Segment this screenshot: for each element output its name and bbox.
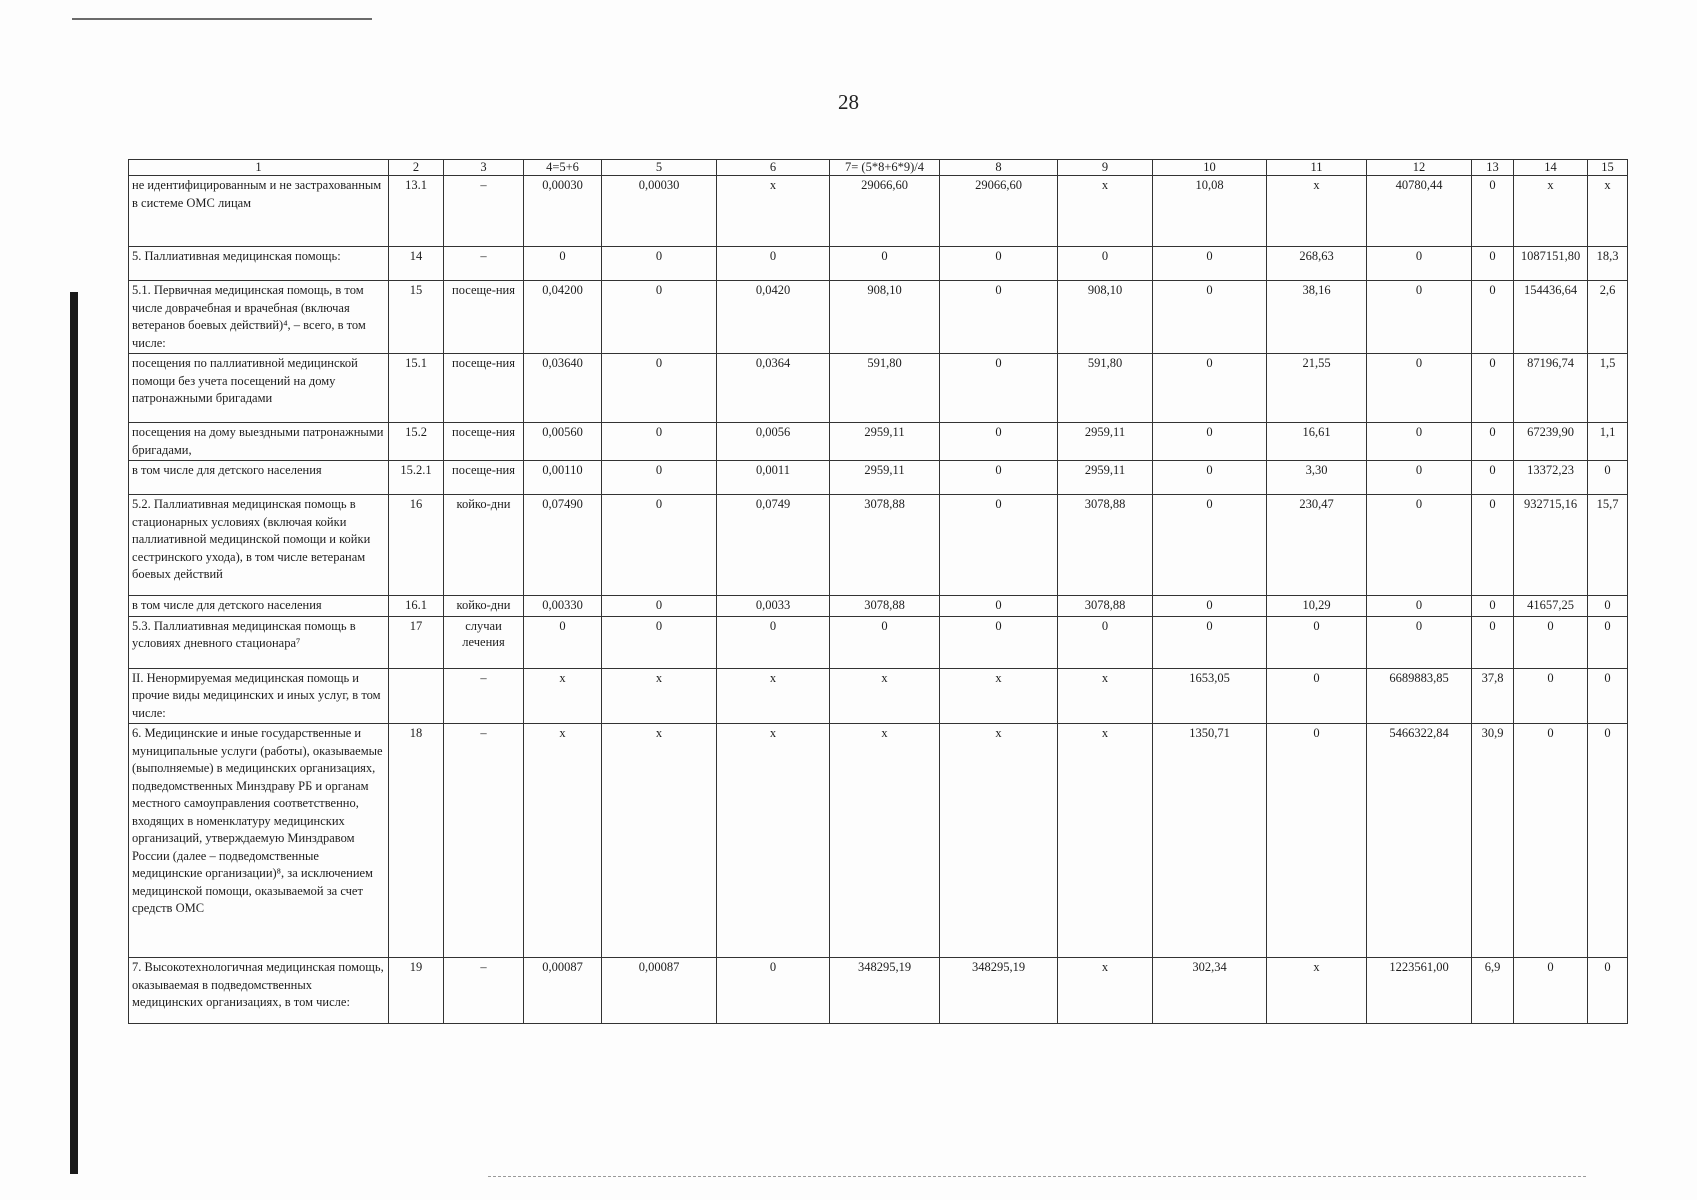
column-number-cell: 1: [129, 160, 389, 176]
row-number-cell: 16.1: [389, 596, 444, 617]
table-row: [129, 616, 1628, 668]
value-cell: 1653,05: [1153, 668, 1267, 724]
value-cell: х: [717, 176, 830, 247]
table-row: [129, 724, 1628, 958]
value-cell: х: [940, 668, 1058, 724]
column-number-cell: 15: [1588, 160, 1628, 176]
row-label-cell: 5.3. Паллиативная медицинская помощь в условиях дневного стационара⁷: [129, 616, 389, 668]
value-cell: 0: [1153, 247, 1267, 281]
row-label-cell: 7. Высокотехнологичная медицинская помощь, оказываемая в подведомственных медицинских организациях, в том числе:: [129, 958, 389, 1024]
unit-cell: посеще-ния: [444, 423, 524, 461]
column-number-cell: 3: [444, 160, 524, 176]
unit-cell: –: [444, 958, 524, 1024]
row-number-cell: [389, 668, 444, 724]
column-number-cell: 6: [717, 160, 830, 176]
value-cell: 0: [524, 616, 602, 668]
table-row: [129, 176, 1628, 247]
value-cell: х: [1058, 724, 1153, 958]
value-cell: 41657,25: [1514, 596, 1588, 617]
unit-cell: –: [444, 176, 524, 247]
value-cell: 0: [1267, 616, 1367, 668]
unit-cell: –: [444, 724, 524, 958]
value-cell: х: [717, 668, 830, 724]
value-cell: х: [717, 724, 830, 958]
value-cell: 0: [1472, 423, 1514, 461]
value-cell: х: [602, 668, 717, 724]
value-cell: 0,00030: [602, 176, 717, 247]
row-number-cell: 17: [389, 616, 444, 668]
value-cell: 0: [1514, 724, 1588, 958]
value-cell: х: [524, 668, 602, 724]
unit-cell: случаи лечения: [444, 616, 524, 668]
value-cell: 0,0364: [717, 354, 830, 423]
value-cell: 0: [1267, 724, 1367, 958]
value-cell: х: [830, 724, 940, 958]
row-number-cell: 15.2: [389, 423, 444, 461]
value-cell: х: [1058, 668, 1153, 724]
value-cell: 0: [940, 461, 1058, 495]
value-cell: 87196,74: [1514, 354, 1588, 423]
value-cell: 0,00030: [524, 176, 602, 247]
column-number-cell: 12: [1367, 160, 1472, 176]
value-cell: 40780,44: [1367, 176, 1472, 247]
value-cell: 0: [1367, 495, 1472, 596]
value-cell: х: [1058, 176, 1153, 247]
value-cell: 10,29: [1267, 596, 1367, 617]
value-cell: 0,04200: [524, 281, 602, 354]
value-cell: 268,63: [1267, 247, 1367, 281]
value-cell: 1,1: [1588, 423, 1628, 461]
value-cell: 154436,64: [1514, 281, 1588, 354]
value-cell: 0: [524, 247, 602, 281]
row-number-cell: 16: [389, 495, 444, 596]
unit-cell: койко-дни: [444, 596, 524, 617]
table-row: [129, 247, 1628, 281]
value-cell: 0: [717, 616, 830, 668]
value-cell: 0: [602, 495, 717, 596]
value-cell: х: [830, 668, 940, 724]
value-cell: 0: [1367, 596, 1472, 617]
table-row: [129, 668, 1628, 724]
row-number-cell: 15.2.1: [389, 461, 444, 495]
table-row: [129, 354, 1628, 423]
value-cell: 0,00110: [524, 461, 602, 495]
row-number-cell: 15.1: [389, 354, 444, 423]
value-cell: 0: [602, 281, 717, 354]
value-cell: 3078,88: [1058, 495, 1153, 596]
value-cell: 0: [1514, 668, 1588, 724]
column-number-cell: 13: [1472, 160, 1514, 176]
value-cell: 0: [940, 247, 1058, 281]
value-cell: 591,80: [830, 354, 940, 423]
unit-cell: –: [444, 668, 524, 724]
top-rule-divider: [72, 18, 372, 20]
row-label-cell: в том числе для детского населения: [129, 461, 389, 495]
value-cell: 0: [1367, 281, 1472, 354]
table-row: [129, 958, 1628, 1024]
value-cell: 1223561,00: [1367, 958, 1472, 1024]
value-cell: 29066,60: [830, 176, 940, 247]
table-row: [129, 495, 1628, 596]
value-cell: 2959,11: [1058, 461, 1153, 495]
value-cell: 0: [940, 423, 1058, 461]
column-number-cell: 4=5+6: [524, 160, 602, 176]
value-cell: 21,55: [1267, 354, 1367, 423]
value-cell: 0: [602, 596, 717, 617]
value-cell: 2959,11: [1058, 423, 1153, 461]
row-label-cell: 5. Паллиативная медицинская помощь:: [129, 247, 389, 281]
unit-cell: посеще-ния: [444, 461, 524, 495]
value-cell: 0: [1472, 247, 1514, 281]
value-cell: 0: [602, 423, 717, 461]
value-cell: 5466322,84: [1367, 724, 1472, 958]
value-cell: 0: [602, 616, 717, 668]
value-cell: 0: [1472, 596, 1514, 617]
value-cell: 0,03640: [524, 354, 602, 423]
row-label-cell: II. Ненормируемая медицинская помощь и прочие виды медицинских и иных услуг, в том числе:: [129, 668, 389, 724]
row-number-cell: 13.1: [389, 176, 444, 247]
value-cell: 0: [1472, 461, 1514, 495]
value-cell: 29066,60: [940, 176, 1058, 247]
binding-edge-mark: [70, 292, 78, 1174]
value-cell: 0: [1472, 281, 1514, 354]
value-cell: 0: [940, 281, 1058, 354]
value-cell: 302,34: [1153, 958, 1267, 1024]
value-cell: х: [602, 724, 717, 958]
value-cell: 67239,90: [1514, 423, 1588, 461]
value-cell: 0: [1472, 616, 1514, 668]
value-cell: 0: [1588, 616, 1628, 668]
tariff-table: [128, 159, 1628, 1024]
table-row: [129, 461, 1628, 495]
value-cell: 0: [1153, 495, 1267, 596]
value-cell: 0: [717, 247, 830, 281]
value-cell: х: [1588, 176, 1628, 247]
value-cell: 348295,19: [940, 958, 1058, 1024]
value-cell: 0: [602, 461, 717, 495]
value-cell: 1,5: [1588, 354, 1628, 423]
value-cell: 0: [1472, 176, 1514, 247]
value-cell: 0,00087: [602, 958, 717, 1024]
value-cell: 932715,16: [1514, 495, 1588, 596]
value-cell: 30,9: [1472, 724, 1514, 958]
column-number-cell: 7= (5*8+6*9)/4: [830, 160, 940, 176]
value-cell: 0: [1588, 668, 1628, 724]
row-label-cell: в том числе для детского населения: [129, 596, 389, 617]
value-cell: 0,00087: [524, 958, 602, 1024]
column-number-cell: 8: [940, 160, 1058, 176]
value-cell: 0: [1058, 247, 1153, 281]
value-cell: 0: [602, 247, 717, 281]
value-cell: х: [1514, 176, 1588, 247]
value-cell: 0: [1367, 247, 1472, 281]
value-cell: 0: [1588, 724, 1628, 958]
value-cell: х: [1267, 176, 1367, 247]
value-cell: 0: [1588, 596, 1628, 617]
value-cell: 0: [1367, 354, 1472, 423]
value-cell: 0: [1058, 616, 1153, 668]
value-cell: 0: [1153, 423, 1267, 461]
value-cell: 0: [602, 354, 717, 423]
table-row: [129, 281, 1628, 354]
value-cell: 0: [940, 616, 1058, 668]
value-cell: 0: [1514, 958, 1588, 1024]
value-cell: 3078,88: [830, 596, 940, 617]
value-cell: 0: [717, 958, 830, 1024]
row-label-cell: 6. Медицинские и иные государственные и муниципальные услуги (работы), оказываемые (выполняемые) в медицинских организациях, подведомственных Минздраву РБ и органам местного самоуправления соответственно, входящих в номенклатуру медицинских организаций, утверждаемую Минздравом России (далее – подведомственные медицинские организации)⁸, за исключением медицинской помощи, оказываемой за счет средств ОМС: [129, 724, 389, 958]
value-cell: 2959,11: [830, 423, 940, 461]
value-cell: 0: [1267, 668, 1367, 724]
value-cell: 0,00560: [524, 423, 602, 461]
value-cell: 0: [830, 616, 940, 668]
row-number-cell: 14: [389, 247, 444, 281]
value-cell: 6,9: [1472, 958, 1514, 1024]
row-label-cell: посещения по паллиативной медицинской помощи без учета посещений на дому патронажными бригадами: [129, 354, 389, 423]
table-row: [129, 596, 1628, 617]
value-cell: 0: [1153, 616, 1267, 668]
row-number-cell: 18: [389, 724, 444, 958]
value-cell: 2,6: [1588, 281, 1628, 354]
column-number-cell: 5: [602, 160, 717, 176]
column-number-row: [129, 160, 1628, 176]
value-cell: 0: [830, 247, 940, 281]
value-cell: 16,61: [1267, 423, 1367, 461]
value-cell: 0: [1588, 461, 1628, 495]
value-cell: 0: [1514, 616, 1588, 668]
value-cell: 2959,11: [830, 461, 940, 495]
value-cell: 908,10: [1058, 281, 1153, 354]
page-number: 28: [838, 90, 859, 114]
unit-cell: посеще-ния: [444, 281, 524, 354]
value-cell: 0: [940, 495, 1058, 596]
row-label-cell: 5.1. Первичная медицинская помощь, в том числе доврачебная и врачебная (включая ветеранов боевых действий)⁴, – всего, в том числе:: [129, 281, 389, 354]
row-label-cell: посещения на дому выездными патронажными бригадами,: [129, 423, 389, 461]
value-cell: 0: [1153, 354, 1267, 423]
value-cell: 0: [1367, 616, 1472, 668]
value-cell: 0,07490: [524, 495, 602, 596]
value-cell: 10,08: [1153, 176, 1267, 247]
column-number-cell: 9: [1058, 160, 1153, 176]
value-cell: х: [1058, 958, 1153, 1024]
value-cell: х: [524, 724, 602, 958]
column-number-cell: 11: [1267, 160, 1367, 176]
row-number-cell: 19: [389, 958, 444, 1024]
value-cell: 0: [1153, 596, 1267, 617]
value-cell: 3078,88: [1058, 596, 1153, 617]
value-cell: 0,0420: [717, 281, 830, 354]
value-cell: 0: [1367, 461, 1472, 495]
value-cell: 0: [1153, 281, 1267, 354]
value-cell: 0: [1472, 354, 1514, 423]
unit-cell: посеще-ния: [444, 354, 524, 423]
value-cell: 0: [1472, 495, 1514, 596]
value-cell: 591,80: [1058, 354, 1153, 423]
value-cell: 0: [1367, 423, 1472, 461]
value-cell: х: [940, 724, 1058, 958]
value-cell: 38,16: [1267, 281, 1367, 354]
value-cell: 15,7: [1588, 495, 1628, 596]
unit-cell: койко-дни: [444, 495, 524, 596]
value-cell: 348295,19: [830, 958, 940, 1024]
row-number-cell: 15: [389, 281, 444, 354]
value-cell: 0: [1153, 461, 1267, 495]
value-cell: 0: [1588, 958, 1628, 1024]
value-cell: 37,8: [1472, 668, 1514, 724]
table-row: [129, 423, 1628, 461]
row-label-cell: не идентифицированным и не застрахованным в системе ОМС лицам: [129, 176, 389, 247]
value-cell: 13372,23: [1514, 461, 1588, 495]
bottom-rule-divider: [488, 1176, 1586, 1178]
value-cell: 1350,71: [1153, 724, 1267, 958]
row-label-cell: 5.2. Паллиативная медицинская помощь в стационарных условиях (включая койки паллиативной медицинской помощи и койки сестринского ухода), в том числе ветеранам боевых действий: [129, 495, 389, 596]
value-cell: 0,0749: [717, 495, 830, 596]
unit-cell: –: [444, 247, 524, 281]
value-cell: 6689883,85: [1367, 668, 1472, 724]
value-cell: 3078,88: [830, 495, 940, 596]
column-number-cell: 14: [1514, 160, 1588, 176]
value-cell: 0,0033: [717, 596, 830, 617]
value-cell: х: [1267, 958, 1367, 1024]
value-cell: 0,0011: [717, 461, 830, 495]
value-cell: 230,47: [1267, 495, 1367, 596]
column-number-cell: 2: [389, 160, 444, 176]
value-cell: 18,3: [1588, 247, 1628, 281]
value-cell: 3,30: [1267, 461, 1367, 495]
column-number-cell: 10: [1153, 160, 1267, 176]
value-cell: 1087151,80: [1514, 247, 1588, 281]
value-cell: 0,00330: [524, 596, 602, 617]
value-cell: 0,0056: [717, 423, 830, 461]
value-cell: 0: [940, 596, 1058, 617]
value-cell: 0: [940, 354, 1058, 423]
value-cell: 908,10: [830, 281, 940, 354]
